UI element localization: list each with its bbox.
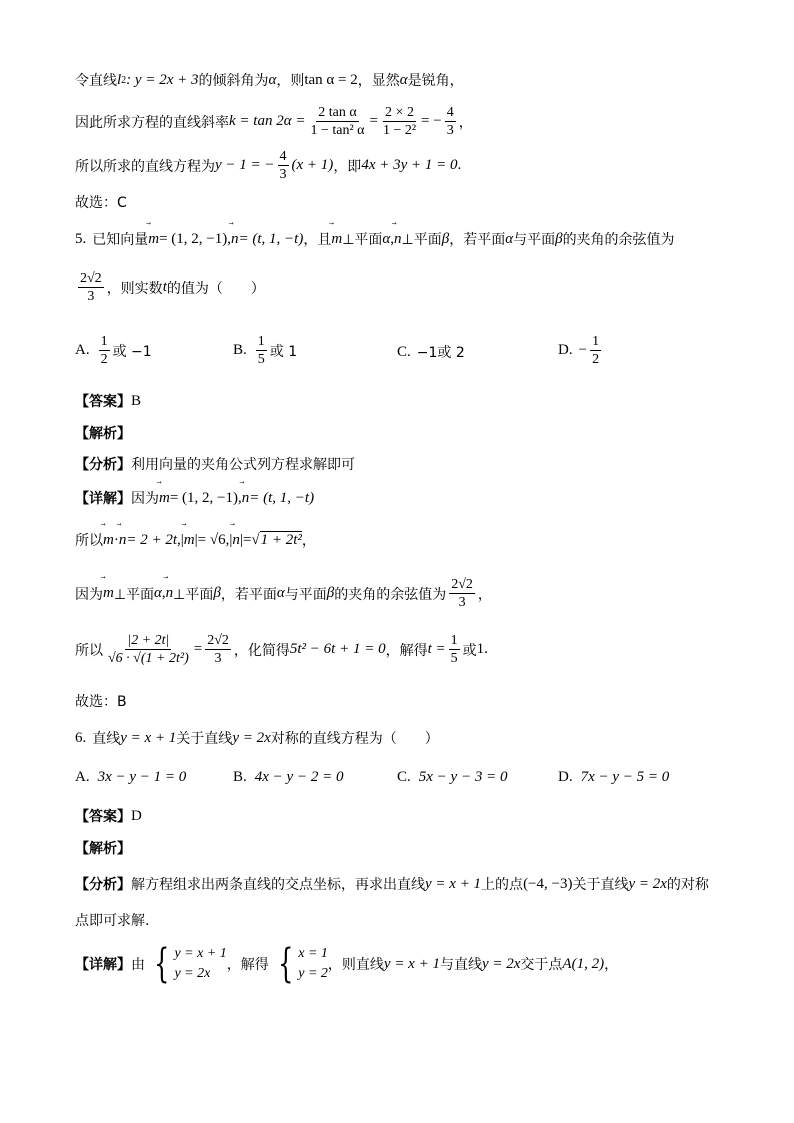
fraction — [256, 333, 267, 368]
text: 或 — [462, 642, 477, 659]
math: β — [555, 230, 563, 247]
q5-stem-line-2 — [75, 270, 265, 305]
q5-answer — [75, 391, 141, 411]
math: α — [276, 585, 285, 601]
numerator: 2√2 — [451, 577, 473, 592]
math: y = 2x — [628, 875, 667, 892]
text: 已知向量 — [92, 232, 149, 248]
q5-fenxi — [75, 454, 355, 474]
fenxi-tag: 【分析】 — [75, 457, 131, 473]
fraction — [106, 632, 191, 667]
vector-m: ⃗ m — [159, 490, 170, 507]
text: 的对称 — [666, 877, 709, 893]
fraction — [99, 333, 110, 368]
text: 因为 — [131, 491, 159, 507]
option-label: A. — [75, 342, 90, 358]
fraction — [78, 270, 104, 305]
denominator: √6 · √(1 + 2t²) — [108, 651, 189, 666]
math: = (1, 2, −1), — [159, 230, 232, 247]
text: 的夹角的余弦值为 — [334, 586, 447, 603]
detail-tag: 【详解】 — [75, 491, 131, 507]
text: ， — [301, 533, 316, 549]
math: l — [117, 71, 122, 88]
text: ，则 — [276, 73, 305, 89]
text: 对称的直线方程为（ ） — [270, 731, 439, 747]
equation: y = 2x — [174, 966, 211, 981]
question-number: 6. — [75, 729, 87, 746]
numerator: 2 × 2 — [385, 105, 414, 120]
math: 1 + 2t² — [260, 532, 302, 548]
vector-n: ⃗ n — [166, 585, 174, 602]
math: t — [162, 279, 167, 295]
math: y = x + 1 — [120, 729, 177, 746]
solution-line-1 — [75, 70, 464, 90]
text: ， — [477, 586, 492, 603]
text: 的倾斜角为 — [198, 73, 269, 89]
fenxi-text: 利用向量的夹角公式列方程求解即可 — [131, 457, 355, 473]
math: β — [441, 230, 450, 247]
math: 4x + 3y + 1 = 0 — [361, 157, 458, 173]
q6-stem — [75, 728, 439, 748]
option-text: 7x − y − 5 = 0 — [580, 769, 670, 785]
vector-m: ⃗ m — [103, 585, 114, 602]
math: = — [242, 531, 252, 548]
q5-choose: 故选：B — [75, 694, 127, 710]
text: ，若平面 — [449, 232, 506, 248]
fraction — [381, 104, 418, 139]
math-sub: 2 — [121, 74, 127, 86]
text: ，且 — [303, 232, 332, 248]
text: 交于点 — [520, 957, 563, 973]
fraction — [205, 632, 231, 667]
numerator: 1 — [257, 334, 265, 349]
numerator: 4 — [279, 149, 287, 164]
text: 的夹角的余弦值为 — [562, 232, 675, 248]
math: tan α = 2 — [304, 71, 358, 88]
fraction — [278, 148, 289, 183]
math: = 2 + 2t, — [126, 531, 181, 548]
math: t = — [427, 641, 446, 657]
math: . — [484, 641, 488, 657]
numerator: 1 — [100, 334, 108, 349]
denominator: 3 — [458, 595, 466, 610]
fraction — [308, 104, 366, 139]
solution-line-3 — [75, 148, 461, 183]
q5-option-d[interactable] — [558, 333, 604, 368]
option-text: 3x − y − 1 = 0 — [97, 769, 187, 785]
solution-system: { x = 1 y = 2 — [277, 941, 328, 987]
option-text: 或 −1 — [112, 343, 152, 360]
q5-option-a[interactable] — [75, 333, 152, 368]
text: ，化简得 — [233, 642, 290, 659]
text: ，即 — [333, 158, 362, 175]
math: y = 2x — [232, 729, 271, 746]
text: 由 — [131, 957, 145, 973]
text: 因为 — [75, 586, 103, 603]
text: 关于直线 — [572, 877, 629, 893]
text: ，解得 — [226, 957, 269, 973]
text: ，则直线 — [327, 957, 384, 973]
fraction — [590, 333, 601, 368]
q6-detail-1 — [75, 941, 619, 987]
text: 因此所求方程的直线斜率 — [75, 114, 229, 131]
q6-answer — [75, 806, 142, 826]
math: α — [399, 71, 408, 88]
denominator: 5 — [257, 352, 265, 367]
q5-option-b[interactable] — [233, 333, 297, 368]
answer-tag: 【答案】 — [75, 809, 131, 825]
math: y = x + 1 — [425, 875, 482, 892]
math: 1 — [476, 641, 485, 657]
choose-c: 故选：C — [75, 195, 127, 211]
option-label: C. — [397, 343, 411, 360]
answer-tag: 【答案】 — [75, 394, 131, 410]
math: α — [505, 230, 514, 247]
denominator: 3 — [446, 123, 454, 138]
q6-fenxi-line-2: 点即可求解. — [75, 913, 150, 929]
numerator: 4 — [446, 105, 454, 120]
math: = (1, 2, −1), — [169, 489, 242, 506]
vector-m: ⃗ m — [331, 231, 342, 248]
vector-n: ⃗ n — [232, 532, 240, 549]
math: (−4, −3) — [523, 875, 573, 892]
text: ， — [458, 114, 473, 131]
math: k = tan 2α = — [229, 113, 306, 129]
vector-m: ⃗ m — [148, 231, 159, 248]
numerator: 2 tan α — [318, 105, 357, 120]
option-label: D. — [558, 769, 573, 785]
numerator: 1 — [592, 334, 600, 349]
vector-n: ⃗ n — [242, 490, 250, 507]
math: = (t, 1, −t) — [238, 230, 304, 247]
text: 上的点 — [481, 877, 524, 893]
denominator: 3 — [279, 167, 287, 182]
numerator: 1 — [450, 633, 458, 648]
text: 所以 — [75, 642, 103, 659]
option-text: 4x − y − 2 = 0 — [254, 769, 344, 785]
math: A(1, 2) — [562, 955, 605, 972]
fraction — [449, 576, 475, 611]
fenxi-tag: 【分析】 — [75, 877, 131, 893]
text: ，若平面 — [220, 586, 277, 603]
equation: y = x + 1 — [174, 946, 227, 961]
text: 所以 — [75, 533, 103, 549]
text: ，则实数 — [106, 280, 163, 297]
option-text: −1或 2 — [416, 345, 465, 361]
option-label: D. — [558, 342, 573, 358]
math: 5t² − 6t + 1 = 0 — [289, 641, 386, 657]
option-label: B. — [233, 769, 247, 785]
text: 与直线 — [439, 957, 482, 973]
q6-option-c[interactable] — [397, 769, 507, 786]
equation: x = 1 — [298, 946, 328, 961]
option-text: − — [578, 342, 588, 358]
text: ，解得 — [385, 642, 428, 659]
q5-detail-1 — [75, 488, 314, 508]
q6-option-b[interactable] — [233, 769, 343, 786]
option-text: 5x − y − 3 = 0 — [418, 769, 508, 785]
equation-system: { y = x + 1 y = 2x — [154, 941, 227, 987]
text: 所以所求的直线方程为 — [75, 158, 215, 175]
math: . — [457, 157, 462, 173]
option-text: 或 1 — [269, 343, 298, 360]
text: 关于直线 — [176, 731, 233, 747]
vector-n: ⃗ n — [394, 231, 402, 248]
fraction — [445, 104, 456, 139]
q5-analysis-tag: 【解析】 — [75, 426, 131, 442]
denominator: 1 − tan² α — [310, 123, 365, 138]
text: ， — [604, 957, 619, 973]
text: ⊥平面 — [342, 232, 383, 248]
text: ⊥平面 — [401, 232, 442, 248]
option-label: B. — [233, 342, 247, 358]
numerator: 2√2 — [207, 633, 229, 648]
math: α — [268, 71, 277, 88]
text: 是锐角， — [407, 73, 464, 89]
math: = (t, 1, −t) — [249, 489, 315, 506]
q5-option-c[interactable] — [397, 342, 465, 362]
math: β — [213, 585, 221, 601]
denominator: 3 — [87, 289, 95, 304]
equation: y = 2 — [298, 966, 328, 981]
math: = — [369, 113, 378, 129]
answer-value: B — [131, 392, 142, 409]
math: = √6, — [197, 531, 230, 548]
math: y = x + 1 — [383, 955, 440, 972]
denominator: 5 — [450, 651, 458, 666]
denominator: 1 − 2² — [382, 123, 417, 138]
option-label: A. — [75, 769, 90, 785]
text: 直线 — [92, 731, 121, 747]
vector-m: ⃗ m — [184, 532, 195, 549]
q5-detail-3: 因为 ⃗ m ⊥平面 α , ⃗ n ⊥平面 β ，若平面 α 与平面 β 的夹角的余弦值为 $\frac{2√2}{3}$ ， — [75, 576, 492, 611]
math: α — [154, 585, 162, 601]
math: = − — [421, 113, 442, 129]
option-label: C. — [397, 769, 411, 785]
q6-fenxi-line-1 — [75, 874, 709, 894]
denominator: 2 — [100, 352, 108, 367]
vector-n: ⃗ n — [231, 231, 239, 248]
q5-detail-4 — [75, 632, 488, 667]
numerator: |2 + 2t| — [127, 633, 170, 648]
question-number: 5. — [75, 230, 87, 247]
q6-option-d[interactable] — [558, 769, 669, 786]
math: : y = 2x + 3 — [126, 71, 199, 88]
text: 的值为（ ） — [166, 280, 265, 297]
text: ⊥平面 — [173, 586, 214, 603]
detail-tag: 【详解】 — [75, 957, 131, 973]
vector-n: ⃗ n — [119, 532, 127, 549]
math: α — [382, 230, 391, 247]
answer-value: D — [131, 807, 142, 824]
text: 与平面 — [513, 232, 556, 248]
math: y − 1 = − — [215, 157, 275, 173]
math: y = 2x — [481, 955, 521, 972]
text: 令直线 — [75, 73, 117, 89]
math: β — [326, 585, 335, 601]
numerator: 2√2 — [80, 271, 102, 286]
text: ⊥平面 — [113, 586, 155, 603]
text: 解方程组求出两条直线的交点坐标，再求出直线 — [131, 877, 425, 893]
math: (x + 1) — [291, 157, 334, 173]
fraction — [449, 632, 460, 667]
q5-detail-2: 所以 ⃗ m · ⃗ n = 2 + 2t, | ⃗ m | = √6, | ⃗ n | = √ 1 + 2t² ， — [75, 530, 316, 550]
q6-option-a[interactable] — [75, 769, 186, 786]
math: = — [193, 641, 203, 657]
q5-stem-line-1: 5. 已知向量 ⃗ m = (1, 2, −1), ⃗ n = (t, 1, −t) ，且 ⃗ m ⊥平面 α , ⃗ n ⊥平面 β ，若平面 α 与平面 β 的夹角的余弦值为 — [75, 229, 675, 249]
vector-m: ⃗ m — [103, 532, 114, 549]
text: ，显然 — [357, 73, 400, 89]
q6-analysis-tag: 【解析】 — [75, 841, 131, 857]
denominator: 3 — [214, 651, 222, 666]
text: 与平面 — [284, 586, 327, 603]
solution-line-2 — [75, 104, 473, 139]
denominator: 2 — [592, 352, 600, 367]
